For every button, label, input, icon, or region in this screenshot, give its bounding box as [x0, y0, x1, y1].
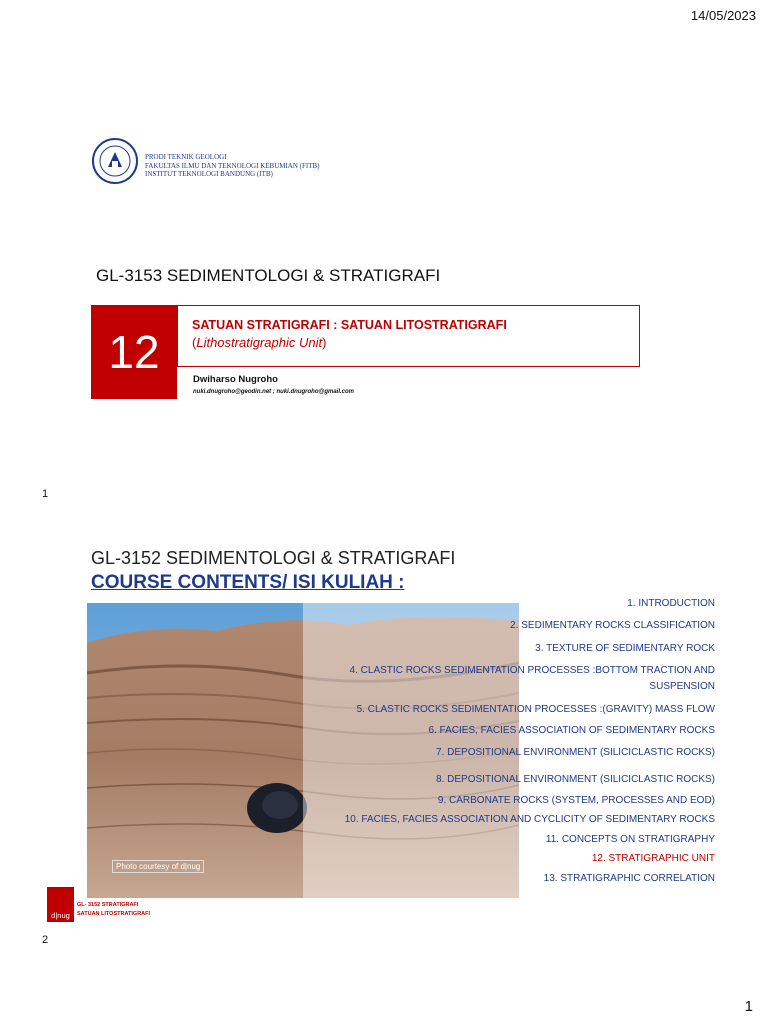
chapter-number: 12 — [91, 305, 177, 399]
subtitle-close-paren: ) — [322, 335, 327, 350]
slide-number-1: 1 — [42, 488, 49, 500]
course-title: GL-3153 SEDIMENTOLOGI & STRATIGRAFI — [96, 266, 441, 285]
institution-block — [145, 153, 320, 179]
institution-line-3: INSTITUT TEKNOLOGI BANDUNG (ITB) — [145, 170, 273, 178]
toc-item-3: 3. TEXTURE OF SEDIMENTARY ROCK — [535, 643, 715, 654]
toc-item-11: 11. CONCEPTS ON STRATIGRAPHY — [545, 834, 715, 845]
institution-line-1: PRODI TEKNIK GEOLOGI — [145, 153, 227, 161]
toc-item-7: 7. DEPOSITIONAL ENVIRONMENT (SILICICLASTIC ROCKS) — [436, 747, 715, 758]
course-title-2: GL-3152 SEDIMENTOLOGI & STRATIGRAFI — [91, 548, 456, 568]
toc-item-4: 4. CLASTIC ROCKS SEDIMENTATION PROCESSES :BOTTOM TRACTION AND — [349, 665, 715, 676]
photo-credit: Photo courtesy of d|nug — [112, 860, 204, 873]
subtitle-text: Lithostratigraphic Unit — [196, 335, 323, 350]
toc-item-12-active: 12. STRATIGRAPHIC UNIT — [591, 853, 715, 864]
dnug-badge: d|nug — [47, 887, 74, 922]
subtitle-open-paren: ( — [192, 335, 197, 350]
toc-item-1: 1. INTRODUCTION — [627, 598, 715, 609]
course-contents-heading: COURSE CONTENTS/ ISI KULIAH : — [91, 572, 405, 593]
toc-item-9: 9. CARBONATE ROCKS (SYSTEM, PROCESSES AND EOD) — [437, 795, 715, 806]
itb-logo-icon — [91, 137, 139, 185]
institution-line-2: FAKULTAS ILMU DAN TEKNOLOGI KEBUMIAN (FITB) — [145, 161, 320, 170]
toc-item-4-cont: SUSPENSION — [649, 681, 715, 692]
slide-number-2: 2 — [42, 934, 49, 946]
footer-course: GL- 3152 STRATIGRAFI — [77, 902, 139, 908]
toc-item-2: 2. SEDIMENTARY ROCKS CLASSIFICATION — [510, 620, 715, 631]
author-name: Dwiharso Nugroho — [193, 374, 278, 385]
page-number: 1 — [744, 998, 753, 1015]
footer-topic: SATUAN LITOSTRATIGRAFI — [77, 911, 151, 917]
toc-item-13: 13. STRATIGRAPHIC CORRELATION — [543, 873, 715, 884]
toc-item-5: 5. CLASTIC ROCKS SEDIMENTATION PROCESSES :(GRAVITY) MASS FLOW — [356, 704, 715, 715]
toc-item-6: 6. FACIES, FACIES ASSOCIATION OF SEDIMENTARY ROCKS — [428, 725, 715, 736]
lecture-title: SATUAN STRATIGRAFI : SATUAN LITOSTRATIGRAFI — [192, 318, 507, 332]
toc-item-8: 8. DEPOSITIONAL ENVIRONMENT (SILICICLASTIC ROCKS) — [436, 774, 715, 785]
author-email: nuki.dnugroho@geodin.net ; nuki.dnugroho@gmail.com — [193, 389, 355, 395]
toc-item-10: 10. FACIES, FACIES ASSOCIATION AND CYCLICITY OF SEDIMENTARY ROCKS — [344, 814, 715, 825]
document-date: 14/05/2023 — [690, 8, 756, 23]
lecture-subtitle — [192, 335, 326, 350]
